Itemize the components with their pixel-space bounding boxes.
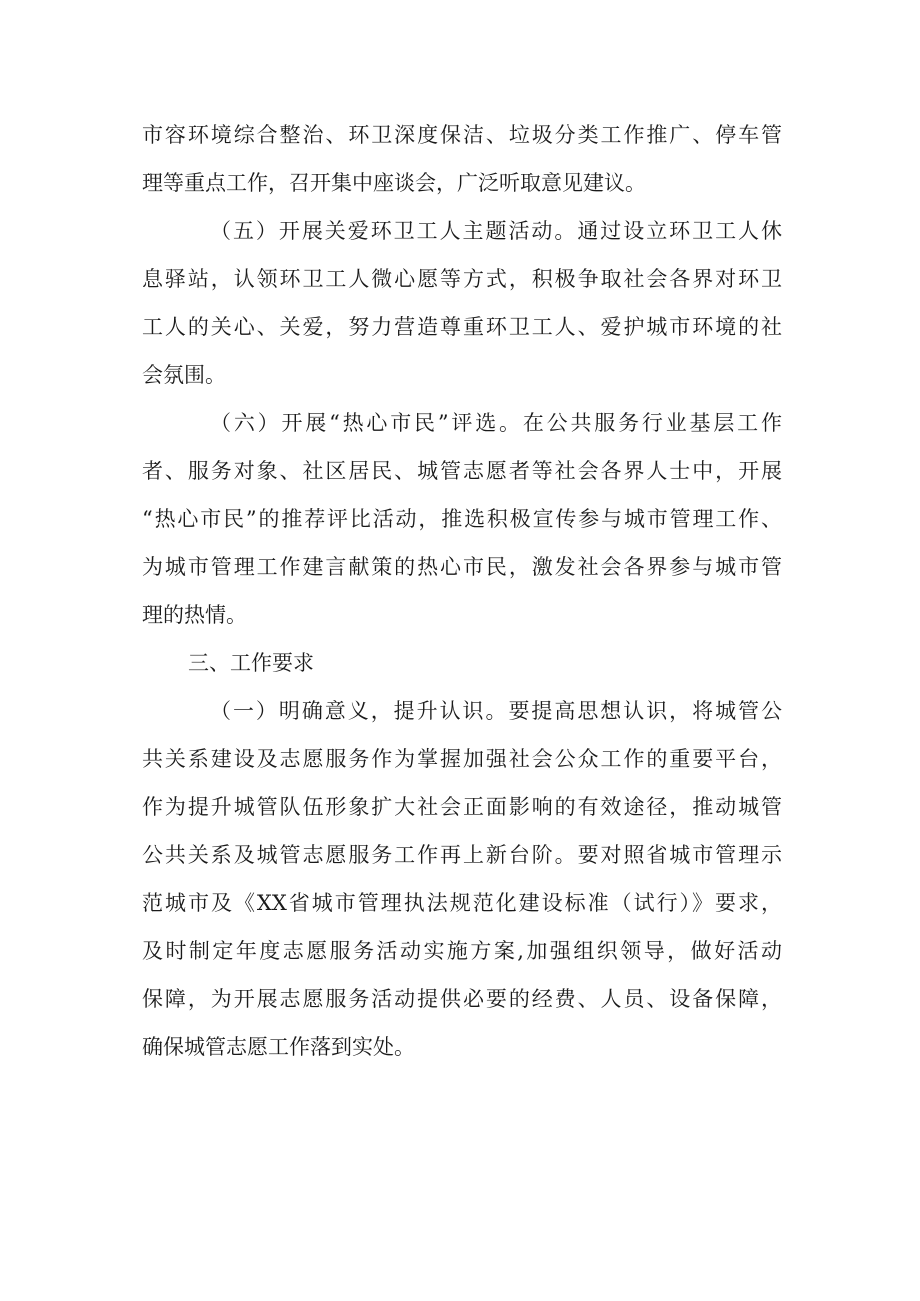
text-line: 会氛围。 — [142, 363, 226, 387]
text-line: 范城市及《XX省城市管理执法规范化建设标准（试行）》要求， — [142, 891, 782, 915]
paragraph-start-line: （五）开展关爱环卫工人主题活动。通过设立环卫工人休 — [210, 219, 782, 243]
section-heading: 三、工作要求 — [188, 651, 314, 675]
text-line: 共关系建设及志愿服务作为掌握加强社会公众工作的重要平台， — [142, 747, 782, 771]
text-line: 为城市管理工作建言献策的热心市民，激发社会各界参与城市管 — [142, 555, 782, 579]
paragraph-start-line: （一）明确意义，提升认识。要提高思想认识，将城管公 — [210, 699, 782, 723]
text-line: 保障，为开展志愿服务活动提供必要的经费、人员、设备保障， — [142, 987, 782, 1011]
paragraph-start-line: （六）开展“热心市民”评选。在公共服务行业基层工作 — [210, 411, 782, 435]
text-line: 及时制定年度志愿服务活动实施方案,加强组织领导，做好活动 — [142, 939, 782, 963]
text-line: 市容环境综合整治、环卫深度保洁、垃圾分类工作推广、停车管 — [142, 123, 782, 147]
text-line: 理等重点工作，召开集中座谈会，广泛听取意见建议。 — [142, 171, 646, 195]
text-line: 作为提升城管队伍形象扩大社会正面影响的有效途径，推动城管 — [142, 795, 782, 819]
text-line: 者、服务对象、社区居民、城管志愿者等社会各界人士中，开展 — [142, 459, 782, 483]
text-line: 工人的关心、关爱，努力营造尊重环卫工人、爱护城市环境的社 — [142, 315, 782, 339]
text-line: “热心市民”的推荐评比活动，推选积极宣传参与城市管理工作、 — [142, 507, 782, 531]
text-line: 公共关系及城管志愿服务工作再上新台阶。要对照省城市管理示 — [142, 843, 782, 867]
text-line: 息驿站，认领环卫工人微心愿等方式，积极争取社会各界对环卫 — [142, 267, 782, 291]
text-line: 确保城管志愿工作落到实处。 — [142, 1035, 415, 1059]
text-line: 理的热情。 — [142, 603, 247, 627]
